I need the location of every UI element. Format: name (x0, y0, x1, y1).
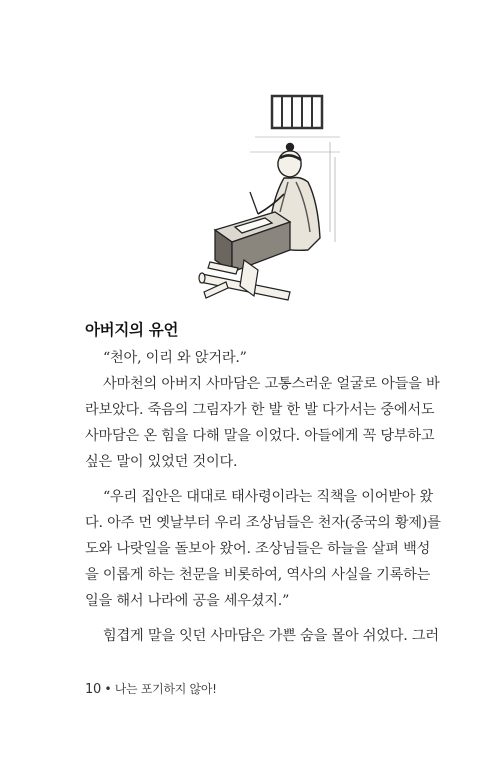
paragraph-line: 라보았다. 죽음의 그림자가 한 발 한 발 다가서는 중에서도 (85, 402, 435, 418)
desk-icon (215, 212, 290, 272)
scroll-icon (199, 260, 290, 300)
paragraph-line: 사마천의 아버지 사마담은 고통스러운 얼굴로 아들을 바 (103, 376, 440, 392)
paragraph-line: 도와 나랏일을 돌보아 왔어. 조상님들은 하늘을 살펴 백성 (85, 541, 431, 557)
paragraph-line: 을 이롭게 하는 천문을 비롯하여, 역사의 사실을 기록하는 (85, 567, 431, 583)
paragraph-line: 힘겹게 말을 잇던 사마담은 가쁜 숨을 몰아 쉬었다. 그러 (103, 628, 439, 644)
paragraph-line: 다. 아주 먼 옛날부터 우리 조상님들은 천자(중국의 황제)를 (85, 515, 441, 531)
paragraph-line: 싶은 말이 있었던 것이다. (85, 454, 238, 470)
paragraph-line: 사마담은 온 힘을 다해 말을 이었다. 아들에게 꼭 당부하고 (85, 428, 435, 444)
paragraph-line: 일을 해서 나라에 공을 세우셨지.” (85, 593, 290, 609)
scholar-writing-illustration (180, 82, 350, 310)
paragraph-line: “천아, 이리 와 앉거라.” (103, 350, 247, 366)
book-title: 나는 포기하지 않아! (114, 682, 217, 696)
page-number: 10 (85, 682, 101, 697)
page-footer (85, 680, 217, 697)
paragraph-line: “우리 집안은 대대로 태사령이라는 직책을 이어받아 왔 (103, 489, 434, 505)
section-title: 아버지의 유언 (85, 321, 179, 339)
window-icon (272, 96, 322, 128)
footer-separator: • (104, 682, 112, 696)
